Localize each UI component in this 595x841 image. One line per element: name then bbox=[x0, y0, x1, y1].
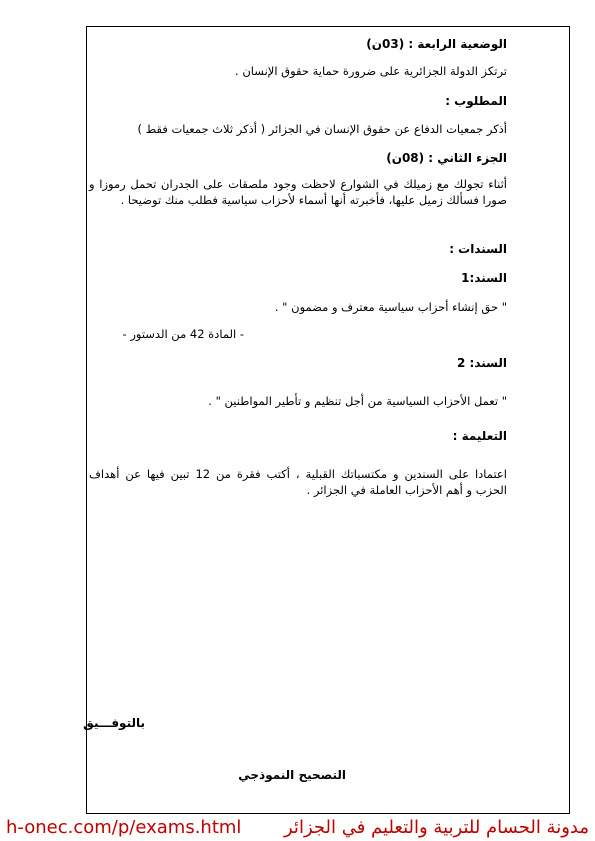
doc2-title: السند: 2 bbox=[457, 356, 507, 370]
situation4-title: الوضعية الرابعة : (03ن) bbox=[366, 37, 507, 51]
doc2-quote: " تعمل الأحزاب السياسية من أجل تنظيم و تأطير المواطنين " . bbox=[208, 394, 507, 408]
required-text: أذكر جمعيات الدفاع عن حقوق الإنسان في الجزائر ( أذكر ثلاث جمعيات فقط ) bbox=[137, 122, 507, 136]
good-luck-text: بالتوفـــيق bbox=[83, 716, 145, 730]
page-border bbox=[86, 26, 570, 814]
part2-title: الجزء الثاني : (08ن) bbox=[386, 151, 507, 165]
situation4-text: ترتكز الدولة الجزائرية على ضرورة حماية حقوق الإنسان . bbox=[235, 64, 507, 78]
instruction-text: اعتمادا على السندين و مكتسباتك القبلية ، أكتب فقرة من 12 تبين فيها عن أهداف الحزب و أهم الأحزاب العاملة في الجزائر . bbox=[89, 467, 507, 497]
documents-title: السندات : bbox=[449, 242, 507, 256]
footer-url[interactable]: h-onec.com/p/exams.html bbox=[6, 817, 242, 838]
required-title: المطلوب : bbox=[445, 94, 507, 108]
part2-text: أثناء تجولك مع زميلك في الشوارع لاحظت وجود ملصقات على الجدران تحمل رموزا و صورا فسألك زميل عليها، فأخبرته أنها أسماء لأحزاب سياسية فطلب منك توضيحا . bbox=[89, 177, 507, 207]
doc1-title: السند:1 bbox=[461, 271, 507, 285]
instruction-title: التعليمة : bbox=[452, 429, 507, 443]
doc1-source: - المادة 42 من الدستور - bbox=[122, 327, 244, 341]
footer-blog-name: مدونة الحسام للتربية والتعليم في الجزائر bbox=[284, 817, 589, 838]
footer-banner bbox=[0, 814, 595, 841]
doc1-quote: " حق إنشاء أحزاب سياسية معترف و مضمون " . bbox=[274, 300, 507, 314]
model-answer-title: التصحيح النموذجي bbox=[238, 768, 346, 782]
